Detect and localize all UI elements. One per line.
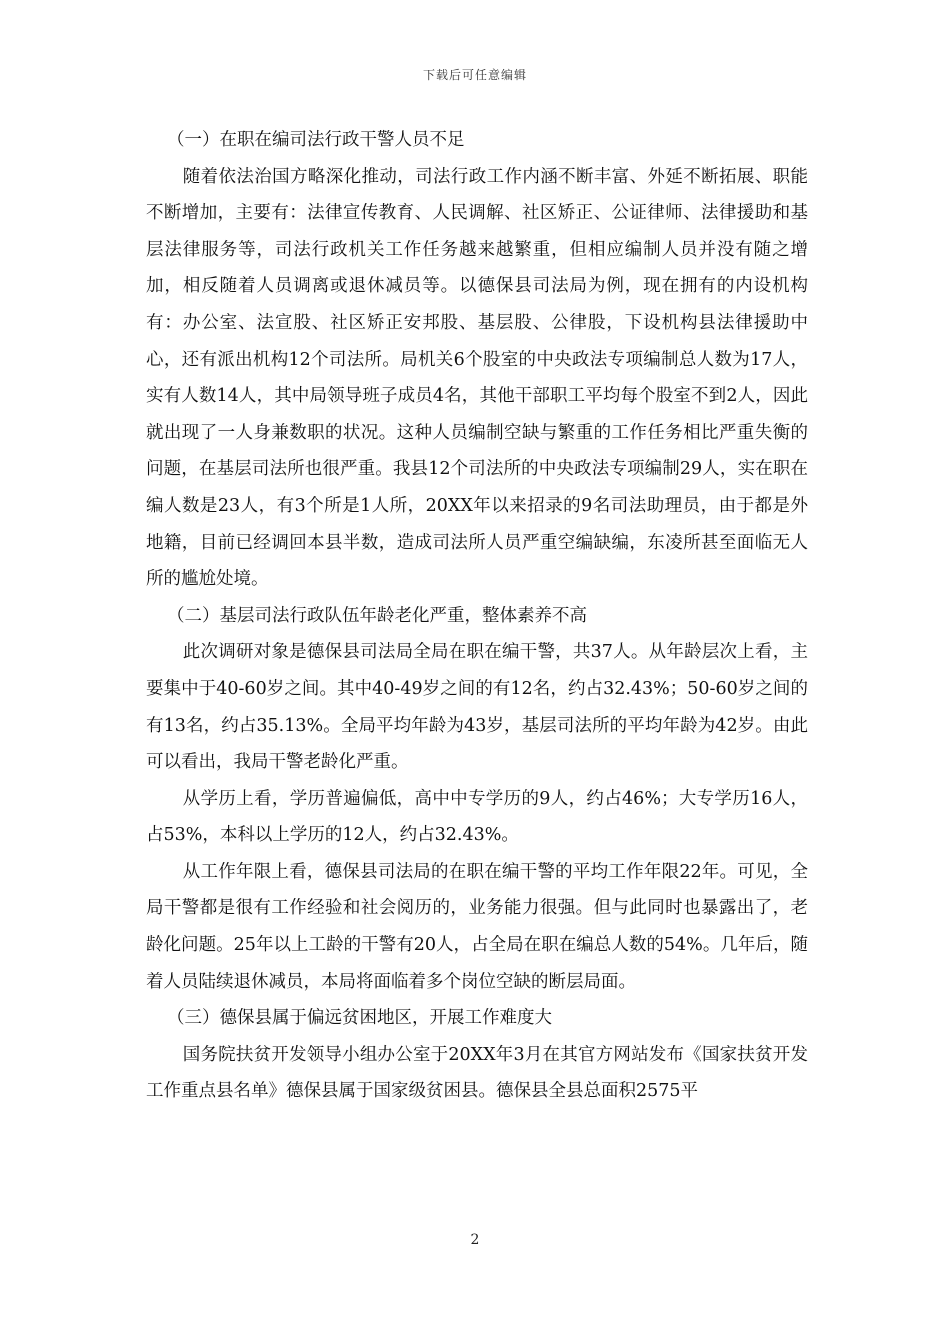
body-paragraph: 从工作年限上看，德保县司法局的在职在编干警的平均工作年限22年。可见，全局干警都是很有工作经验和社会阅历的，业务能力很强。但与此同时也暴露出了，老龄化问题。25年以上工龄的干警有20人，占全局在职在编总人数的54%。几年后，随着人员陆续退休减员，本局将面临着多个岗位空缺的断层局面。	[146, 861, 808, 992]
section-heading-3: （三）德保县属于偏远贫困地区，开展工作难度大	[167, 1008, 552, 1029]
body-paragraph: 国务院扶贫开发领导小组办公室于20XX年3月在其官方网站发布《国家扶贫开发工作重点县名单》德保县属于国家级贫困县。德保县全县总面积2575平	[146, 1044, 808, 1102]
page-header: 下载后可任意编辑	[422, 68, 527, 82]
document-body	[146, 122, 808, 1110]
section-heading-2: （二）基层司法行政队伍年龄老化严重，整体素养不高	[167, 605, 587, 626]
section-heading-1: （一）在职在编司法行政干警人员不足	[167, 130, 465, 150]
body-paragraph: 随着依法治国方略深化推动，司法行政工作内涵不断丰富、外延不断拓展、职能不断增加，主要有：法律宣传教育、人民调解、社区矫正、公证律师、法律援助和基层法律服务等，司法行政机关工作任务越来越繁重，但相应编制人员并没有随之增加，相反随着人员调离或退休减员等。以德保县司法局为例，现在拥有的内设机构有：办公室、法宣股、社区矫正安邦股、基层股、公律股，下设机构县法律援助中心，还有派出机构12个司法所。局机关6个股室的中央政法专项编制总人数为17人，实有人数14人，其中局领导班子成员4名，其他干部职工平均每个股室不到2人，因此就出现了一人身兼数职的状况。这种人员编制空缺与繁重的工作任务相比严重失衡的问题，在基层司法所也很严重。我县12个司法所的中央政法专项编制29人，实在职在编人数是23人，有3个所是1人所，20XX年以来招录的9名司法助理员，由于都是外地籍，目前已经调回本县半数，造成司法所人员严重空编缺编，东凌所甚至面临无人所的尴尬处境。	[146, 166, 808, 590]
page-number: 2	[470, 1232, 480, 1248]
body-paragraph: 从学历上看，学历普遍偏低，高中中专学历的9人，约占46%；大专学历16人，占53%，本科以上学历的12人，约占32.43%。	[146, 788, 808, 846]
body-paragraph: 此次调研对象是德保县司法局全局在职在编干警，共37人。从年龄层次上看，主要集中于40-60岁之间。其中40-49岁之间的有12名，约占32.43%；50-60岁之间的有13名，约占35.13%。全局平均年龄为43岁，基层司法所的平均年龄为42岁。由此可以看出，我局干警老龄化严重。	[146, 642, 808, 773]
